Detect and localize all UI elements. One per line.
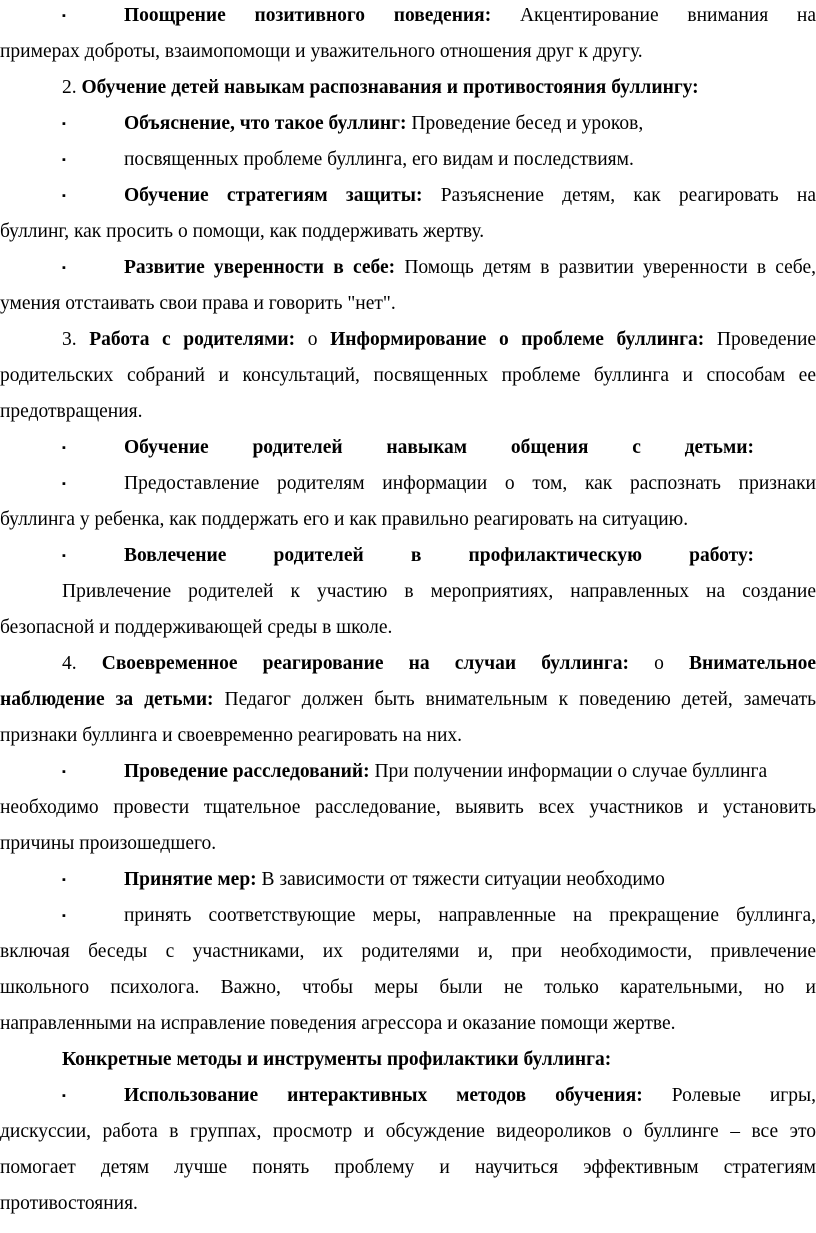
paragraph-line: [124, 868, 816, 892]
paragraph-line: [0, 688, 816, 712]
paragraph-line: [0, 976, 816, 1000]
section-number: 4.: [62, 653, 77, 674]
paragraph-line: [124, 904, 816, 928]
bold-lead: Внимательное: [689, 653, 816, 674]
paragraph-text: дискуссии, работа в группах, просмотр и обсуждение видеороликов о буллинге – все это: [0, 1121, 816, 1142]
paragraph-line: [124, 184, 816, 208]
section-number: 2.: [62, 77, 77, 98]
paragraph-text: необходимо провести тщательное расследование, выявить всех участников и установить: [0, 797, 816, 818]
paragraph-text: предотвращения.: [0, 401, 143, 422]
paragraph-text: направленными на исправление поведения агрессора и оказание помощи жертве.: [0, 1013, 676, 1034]
paragraph-line: [0, 832, 816, 856]
section-title: Своевременное реагирование на случаи буллинга:: [101, 653, 629, 674]
bullet-marker: ▪: [62, 262, 66, 274]
circle-marker: o: [654, 653, 664, 674]
paragraph-line: [124, 436, 754, 460]
paragraph-line: [124, 4, 816, 28]
paragraph-text: причины произошедшего.: [0, 833, 217, 854]
paragraph-text: признаки буллинга и своевременно реагировать на них.: [0, 725, 463, 746]
bullet-marker: ▪: [62, 118, 66, 130]
paragraph-text: Акцентирование внимания на: [519, 5, 816, 26]
bullet-marker: ▪: [62, 442, 66, 454]
paragraph-text: Привлечение родителей к участию в мероприятиях, направленных на создание: [62, 581, 816, 602]
paragraph-text: Помощь детям в развитии уверенности в себе,: [404, 257, 816, 278]
bold-lead: Проведение расследований:: [124, 761, 370, 782]
paragraph-text: Ролевые игры,: [671, 1085, 816, 1106]
bold-lead: Поощрение позитивного поведения:: [124, 5, 492, 26]
bold-lead: Информирование о проблеме буллинга:: [330, 329, 705, 350]
bullet-marker: ▪: [62, 478, 66, 490]
paragraph-text: противостояния.: [0, 1193, 138, 1214]
paragraph-text: буллинг, как просить о помощи, как поддерживать жертву.: [0, 221, 485, 242]
paragraph-line: [124, 760, 816, 784]
circle-marker: o: [307, 329, 318, 350]
section-heading: [62, 328, 816, 352]
paragraph-line: [0, 1192, 816, 1216]
paragraph-line: [0, 364, 816, 388]
bullet-marker: ▪: [62, 910, 66, 922]
paragraph-line: [124, 148, 816, 172]
paragraph-text: безопасной и поддерживающей среды в школе.: [0, 617, 393, 638]
paragraph-text: принять соответствующие меры, направленные на прекращение буллинга,: [124, 905, 816, 926]
bold-lead: Использование интерактивных методов обучения:: [124, 1085, 643, 1106]
paragraph-line: [124, 472, 816, 496]
paragraph-text: Предоставление родителям информации о том, как распознать признаки: [124, 473, 816, 494]
bold-lead: Объяснение, что такое буллинг:: [124, 113, 407, 134]
paragraph-text: При получении информации о случае буллинга: [374, 761, 768, 782]
bullet-marker: ▪: [62, 1090, 66, 1102]
bold-lead: Обучение родителей навыкам общения с детьми:: [124, 437, 754, 458]
section-title: Работа с родителями:: [89, 329, 296, 350]
paragraph-line: [0, 616, 816, 640]
section-title: Обучение детей навыкам распознавания и противостояния буллингу:: [81, 77, 699, 98]
paragraph-text: школьного психолога. Важно, чтобы меры были не только карательными, но и: [0, 977, 816, 998]
section-heading: [62, 1048, 816, 1072]
paragraph-text: В зависимости от тяжести ситуации необходимо: [261, 869, 665, 890]
paragraph-text: буллинга у ребенка, как поддержать его и как правильно реагировать на ситуацию.: [0, 509, 689, 530]
paragraph-line: [0, 1156, 816, 1180]
paragraph-line: [0, 400, 816, 424]
paragraph-text: Разъяснение детям, как реагировать на: [440, 185, 816, 206]
bullet-marker: ▪: [62, 874, 66, 886]
paragraph-text: умения отстаивать свои права и говорить "нет".: [0, 293, 396, 314]
paragraph-text: помогает детям лучше понять проблему и научиться эффективным стратегиям: [0, 1157, 816, 1178]
paragraph-line: [124, 544, 754, 568]
paragraph-text: примерах доброты, взаимопомощи и уважительного отношения друг к другу.: [0, 41, 643, 62]
bullet-marker: ▪: [62, 10, 66, 22]
paragraph-line: [0, 508, 816, 532]
bullet-marker: ▪: [62, 190, 66, 202]
paragraph-line: [0, 796, 816, 820]
paragraph-text: Проведение бесед и уроков,: [411, 113, 644, 134]
paragraph-text: включая беседы с участниками, их родителями и, при необходимости, привлечение: [0, 941, 816, 962]
bullet-marker: ▪: [62, 550, 66, 562]
paragraph-line: [0, 40, 816, 64]
paragraph-text: родительских собраний и консультаций, посвященных проблеме буллинга и способам ее: [0, 365, 816, 386]
paragraph-line: [124, 1084, 816, 1108]
paragraph-line: [0, 292, 816, 316]
paragraph-line: [0, 220, 816, 244]
section-number: 3.: [62, 329, 77, 350]
bold-lead: Вовлечение родителей в профилактическую работу:: [124, 545, 754, 566]
bold-lead: наблюдение за детьми:: [0, 689, 214, 710]
paragraph-line: [0, 1012, 816, 1036]
paragraph-line: [0, 724, 816, 748]
paragraph-text: Проведение: [716, 329, 816, 350]
section-title: Конкретные методы и инструменты профилактики буллинга:: [62, 1049, 612, 1070]
section-heading: [62, 652, 816, 676]
paragraph-line: [124, 112, 816, 136]
paragraph-text: Педагог должен быть внимательным к поведению детей, замечать: [224, 689, 816, 710]
paragraph-line: [62, 580, 816, 604]
section-heading: [62, 76, 816, 100]
paragraph-line: [0, 940, 816, 964]
bold-lead: Принятие мер:: [124, 869, 257, 890]
bullet-marker: ▪: [62, 766, 66, 778]
paragraph-text: посвященных проблеме буллинга, его видам и последствиям.: [124, 149, 634, 170]
bullet-marker: ▪: [62, 154, 66, 166]
paragraph-line: [0, 1120, 816, 1144]
paragraph-line: [124, 256, 816, 280]
bold-lead: Развитие уверенности в себе:: [124, 257, 396, 278]
bold-lead: Обучение стратегиям защиты:: [124, 185, 423, 206]
